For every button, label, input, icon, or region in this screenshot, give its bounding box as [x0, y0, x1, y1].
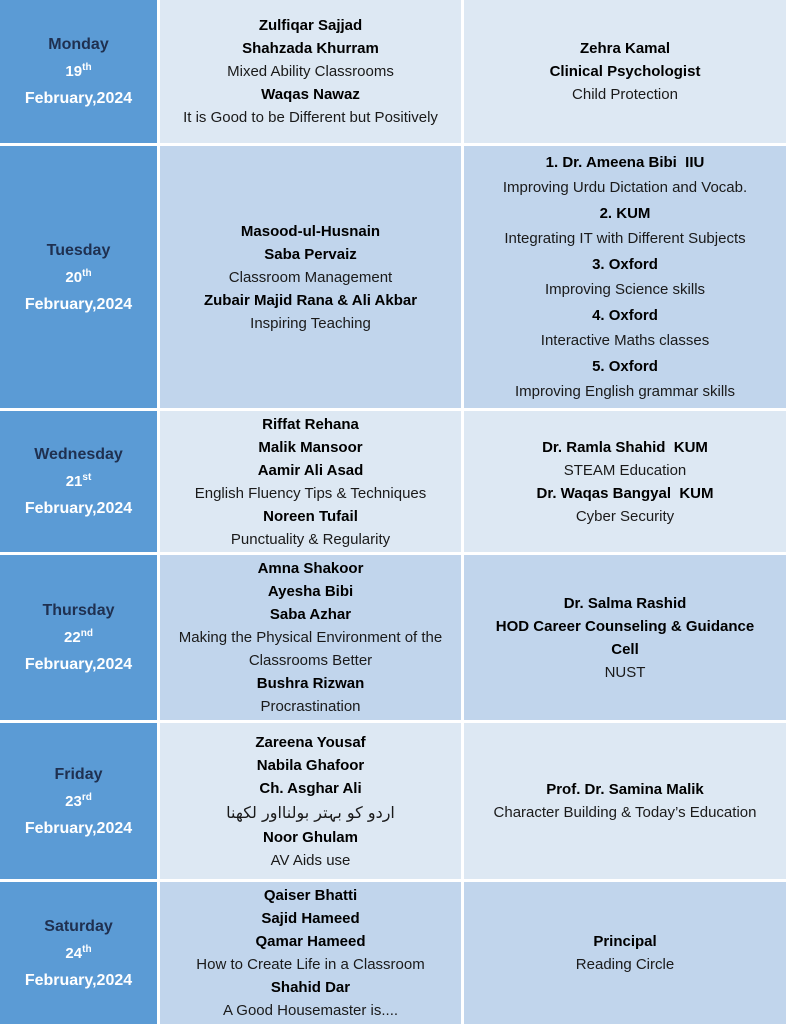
day-cell	[0, 723, 157, 879]
topic-line: Classroom Management	[228, 268, 393, 286]
day-name: Friday	[54, 765, 103, 783]
topic-line: It is Good to be Different but Positively	[183, 109, 438, 126]
name-line: Ayesha Bibi	[267, 583, 354, 600]
day-date-suffix: st	[82, 472, 92, 483]
name-line: Zareena Yousaf	[255, 733, 366, 751]
day-name: Monday	[48, 36, 109, 53]
name-line: Amna Shakoor	[257, 560, 364, 577]
name-line: Prof. Dr. Samina Malik	[546, 781, 704, 798]
day-month: February,2024	[24, 656, 133, 673]
day-date-number: 23	[65, 792, 82, 810]
speakers-cell	[464, 411, 786, 552]
day-date	[65, 940, 91, 967]
name-line: Riffat Rehana	[262, 415, 359, 433]
name-line: Bushra Rizwan	[256, 675, 365, 692]
name-line: 4. Oxford	[592, 306, 658, 324]
name-line: Malik Mansoor	[258, 438, 363, 456]
day-date	[64, 624, 93, 651]
day-month: February,2024	[24, 971, 133, 989]
topic-line: AV Aids use	[270, 851, 351, 869]
name-line: Shahid Dar	[270, 979, 351, 996]
day-cell	[0, 555, 157, 720]
day-date-number: 21	[65, 473, 83, 490]
name-line: Zulfiqar Sajjad	[258, 17, 363, 34]
topic-line: A Good Housemaster is....	[222, 1002, 399, 1019]
name-line: Nabila Ghafoor	[256, 756, 365, 774]
topic-line: Improving English grammar skills	[514, 383, 736, 400]
day-name: Wednesday	[34, 446, 123, 463]
day-date-number: 22	[64, 629, 81, 646]
topic-line: Cyber Security	[575, 507, 675, 525]
topic-line: Integrating IT with Different Subjects	[504, 230, 746, 247]
name-line: HOD Career Counseling & Guidance Cell	[495, 617, 759, 658]
topic-line: Inspiring Teaching	[250, 314, 371, 332]
topic-line: Procrastination	[260, 698, 361, 715]
day-month: February,2024	[24, 819, 133, 837]
name-line: Sajid Hameed	[261, 910, 360, 927]
topic-line: اردو کو بہتر بولنااور لکھنا	[226, 802, 395, 822]
name-line: Zubair Majid Rana & Ali Akbar	[203, 291, 418, 309]
topic-line: Interactive Maths classes	[540, 332, 710, 349]
topic-line: Improving Science skills	[544, 281, 706, 298]
speakers-cell	[464, 146, 786, 408]
day-date-suffix: rd	[81, 791, 92, 803]
day-date-number: 19	[65, 63, 83, 80]
day-date-suffix: nd	[80, 628, 93, 639]
day-cell	[0, 0, 157, 143]
name-line: Dr. Salma Rashid	[563, 594, 687, 612]
day-month: February,2024	[24, 500, 133, 517]
day-name: Thursday	[42, 602, 115, 619]
topic-line: Character Building & Today’s Education	[493, 804, 757, 821]
speakers-cell	[464, 555, 786, 720]
day-date	[65, 264, 91, 291]
name-line: Shahzada Khurram	[242, 40, 379, 57]
topic-line: NUST	[604, 663, 646, 681]
day-date-suffix: th	[82, 267, 92, 279]
name-line: 3. Oxford	[592, 255, 658, 273]
day-name: Saturday	[44, 917, 113, 935]
presenters-cell	[160, 555, 461, 720]
name-line: Qamar Hameed	[255, 933, 366, 950]
name-line: Aamir Ali Asad	[257, 461, 364, 479]
topic-line: Child Protection	[572, 86, 678, 103]
day-month: February,2024	[24, 295, 133, 313]
name-line: 2. KUM	[599, 204, 651, 222]
day-date-suffix: th	[82, 943, 92, 955]
name-line: Dr. Waqas Bangyal KUM	[536, 484, 714, 502]
day-date	[65, 788, 92, 815]
name-line: Clinical Psychologist	[549, 63, 701, 80]
name-line: 1. Dr. Ameena Bibi IIU	[545, 153, 705, 171]
name-line: Noor Ghulam	[262, 828, 358, 846]
presenters-cell	[160, 0, 461, 143]
topic-line: English Fluency Tips & Techniques	[194, 484, 427, 502]
day-cell	[0, 411, 157, 552]
presenters-cell	[160, 723, 461, 879]
speakers-cell	[464, 723, 786, 879]
name-line: Principal	[593, 933, 657, 950]
topic-line: Making the Physical Environment of the Classrooms Better	[178, 629, 447, 669]
day-cell	[0, 882, 157, 1024]
speakers-cell	[464, 882, 786, 1024]
day-date-number: 20	[65, 268, 83, 286]
speakers-cell	[464, 0, 786, 143]
day-date	[66, 468, 92, 495]
day-date-number: 24	[65, 944, 83, 962]
day-name: Tuesday	[46, 241, 111, 259]
name-line: Saba Pervaiz	[264, 245, 357, 263]
name-line: Dr. Ramla Shahid KUM	[542, 438, 708, 456]
topic-line: Improving Urdu Dictation and Vocab.	[502, 179, 748, 196]
day-date	[65, 58, 91, 85]
name-line: Saba Azhar	[269, 606, 352, 623]
day-month: February,2024	[24, 90, 133, 107]
name-line: Waqas Nawaz	[261, 86, 360, 103]
presenters-cell	[160, 411, 461, 552]
topic-line: How to Create Life in a Classroom	[196, 956, 425, 973]
topic-line: Mixed Ability Classrooms	[227, 63, 394, 80]
presenters-cell	[160, 882, 461, 1024]
topic-line: Punctuality & Regularity	[230, 530, 391, 548]
name-line: Zehra Kamal	[579, 40, 671, 57]
name-line: Qaiser Bhatti	[263, 887, 358, 904]
name-line: 5. Oxford	[592, 357, 658, 375]
day-date-suffix: th	[82, 62, 92, 73]
name-line: Masood-ul-Husnain	[240, 222, 381, 240]
presenters-cell	[160, 146, 461, 408]
day-cell	[0, 146, 157, 408]
topic-line: STEAM Education	[563, 461, 687, 479]
topic-line: Reading Circle	[575, 956, 675, 973]
name-line: Noreen Tufail	[263, 507, 358, 525]
name-line: Ch. Asghar Ali	[259, 779, 362, 797]
